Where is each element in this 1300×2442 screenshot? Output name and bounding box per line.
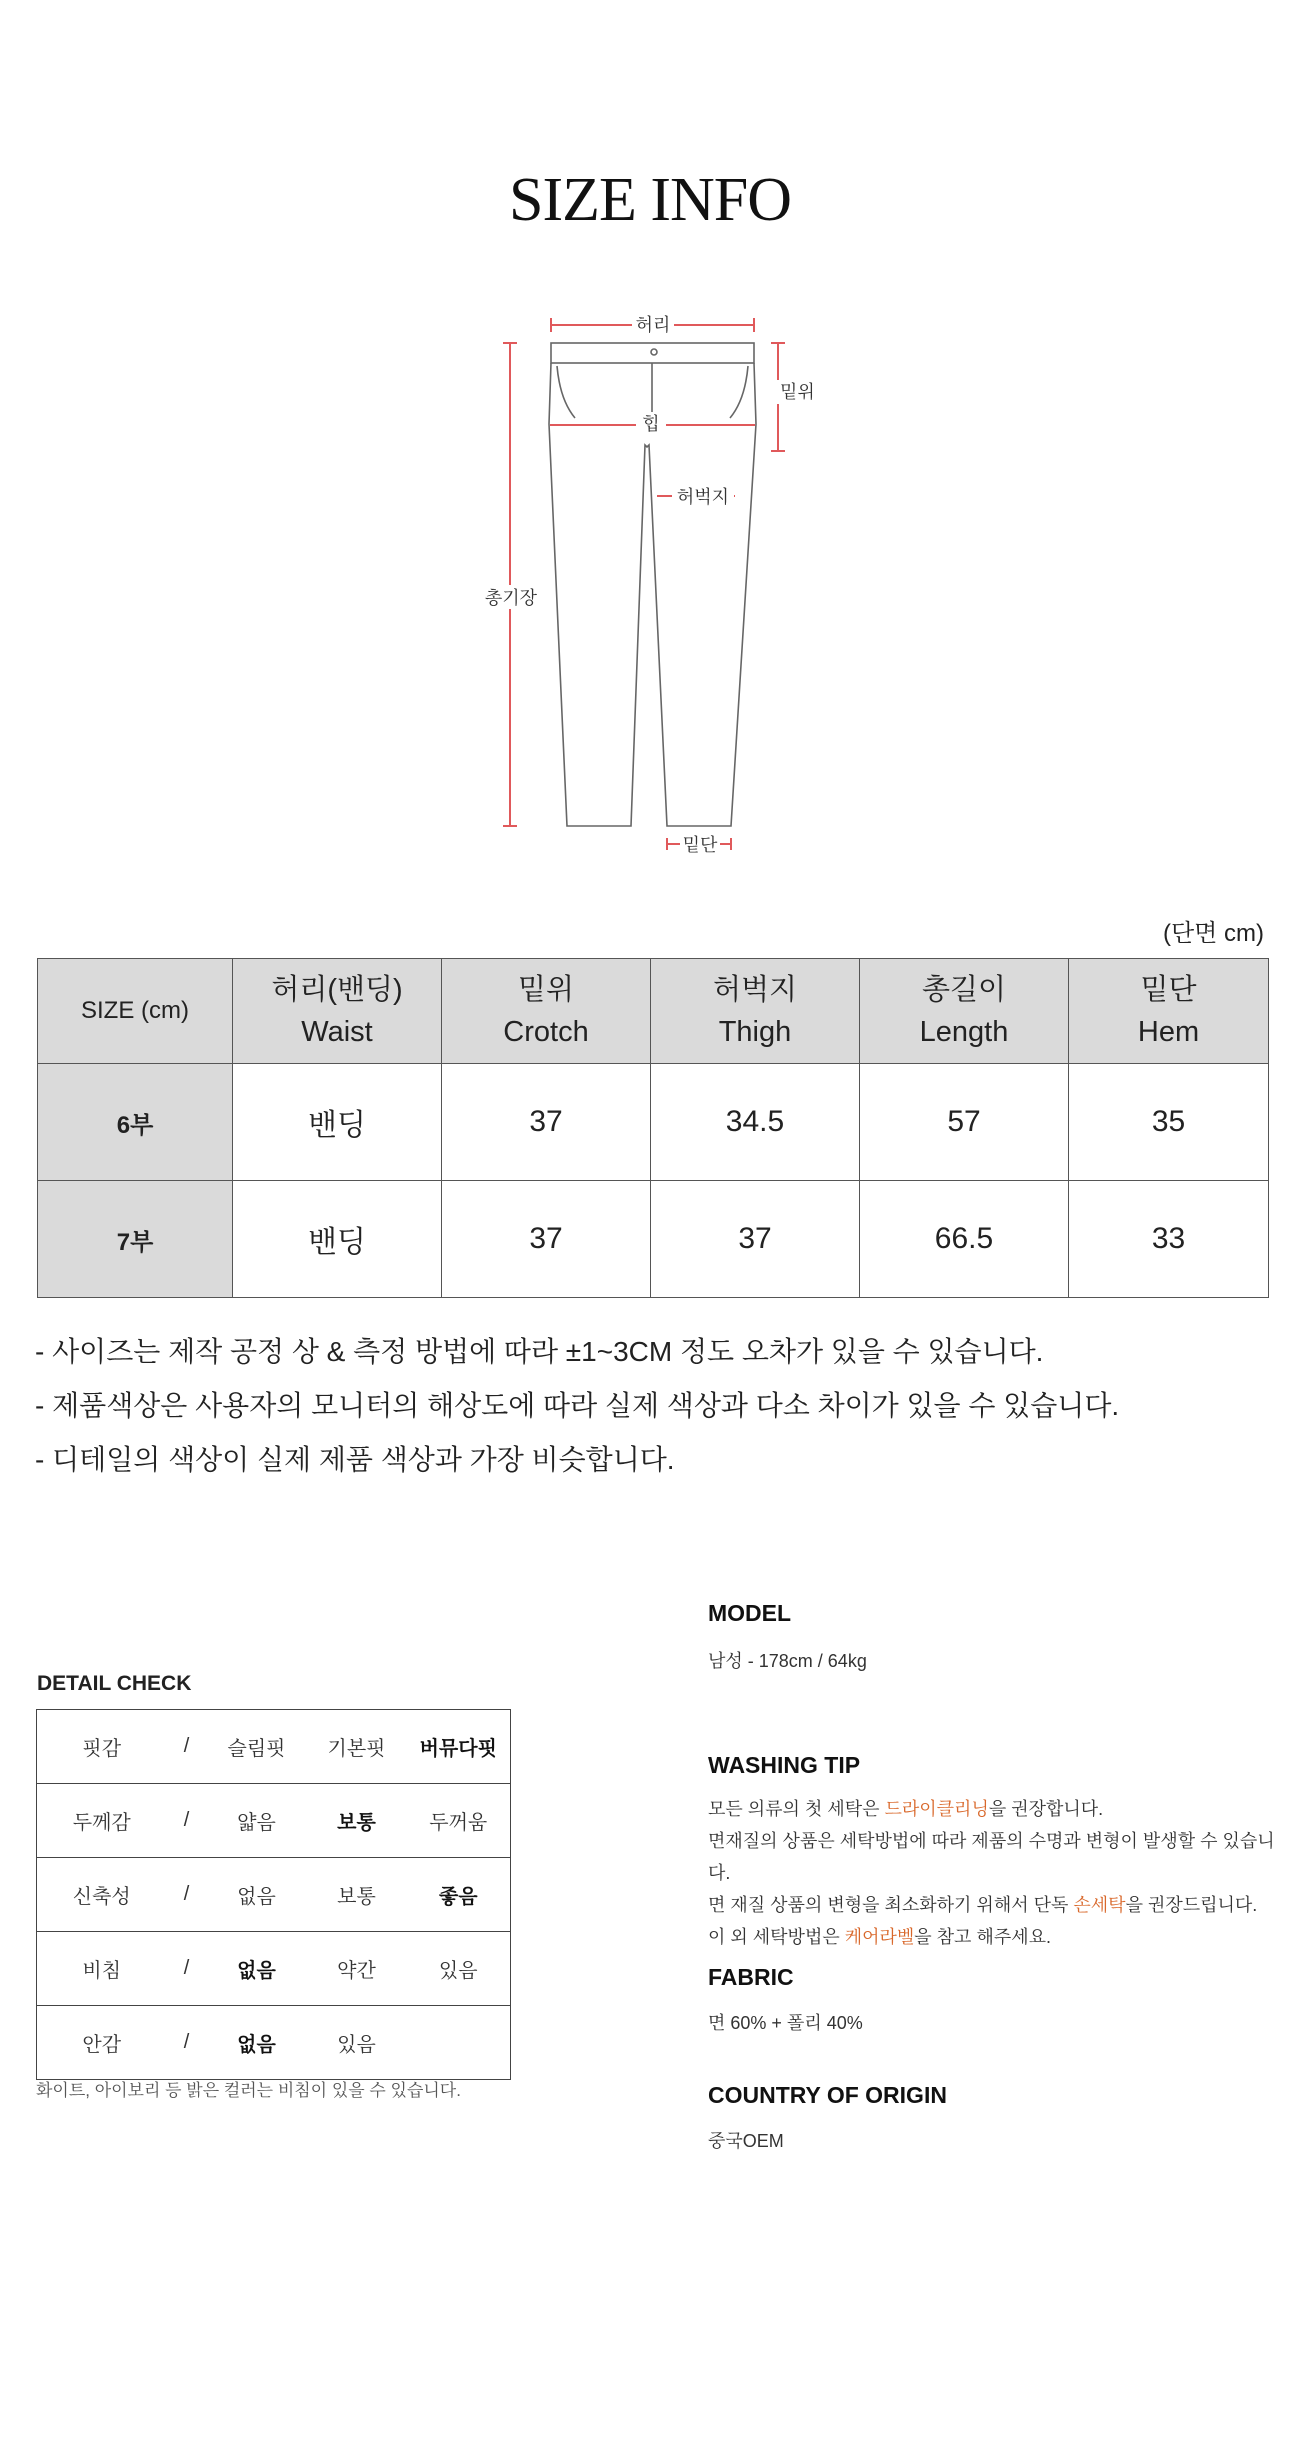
unit-note: (단면 cm) xyxy=(1162,920,1264,947)
cell-thigh: 37 xyxy=(651,1181,860,1298)
cell-thigh: 34.5 xyxy=(651,1064,860,1181)
cell-length: 57 xyxy=(860,1064,1069,1181)
origin-text: 중국OEM xyxy=(708,2131,784,2151)
detail-option: 약간 xyxy=(337,1960,376,1982)
detail-option xyxy=(407,2006,511,2080)
detail-separator: / xyxy=(183,1809,190,1831)
detail-name: 비침 xyxy=(82,1960,122,1982)
cell-crotch: 37 xyxy=(442,1064,651,1181)
detail-option: 얇음 xyxy=(237,1812,276,1834)
label-hip: 힙 xyxy=(642,414,660,434)
detail-row xyxy=(37,1932,511,2006)
table-row xyxy=(38,1181,1269,1298)
label-rise: 밑위 xyxy=(780,382,815,402)
detail-name: 안감 xyxy=(82,2034,122,2056)
detail-option: 없음 xyxy=(237,2034,276,2056)
washing-heading: WASHING TIP xyxy=(708,1752,861,1778)
origin-section xyxy=(708,2082,1278,2157)
cell-crotch: 37 xyxy=(442,1181,651,1298)
pants-measurement-diagram xyxy=(0,0,1300,880)
measure-lines xyxy=(503,318,785,850)
detail-check-title: DETAIL CHECK xyxy=(37,1672,192,1695)
fabric-section xyxy=(708,1964,1278,2039)
waistband xyxy=(551,343,754,363)
origin-heading: COUNTRY OF ORIGIN xyxy=(708,2082,947,2108)
detail-option: 없음 xyxy=(237,1960,276,1982)
page-title: SIZE INFO xyxy=(508,166,792,234)
note-line: - 제품색상은 사용자의 모니터의 해상도에 따라 실제 색상과 다소 차이가 있을 수 있습니다. xyxy=(35,1390,1120,1421)
row-label: 7부 xyxy=(38,1181,233,1298)
washing-section xyxy=(708,1752,1278,1953)
detail-option: 있음 xyxy=(438,1960,478,1982)
detail-check-note: 화이트, 아이보리 등 밝은 컬러는 비침이 있을 수 있습니다. xyxy=(36,2081,461,2100)
cell-hem: 33 xyxy=(1069,1181,1269,1298)
label-waist: 허리 xyxy=(635,315,671,335)
size-table xyxy=(37,958,1269,1298)
note-line: - 사이즈는 제작 공정 상 & 측정 방법에 따라 ±1~3CM 정도 오차가 있을 수 있습니다. xyxy=(35,1336,1044,1367)
washing-line-4: 이 외 세탁방법은 케어라벨을 참고 해주세요. xyxy=(708,1927,1051,1947)
cell-length: 66.5 xyxy=(860,1181,1069,1298)
right-pocket xyxy=(730,366,748,418)
header-waist: 허리(밴딩) Waist xyxy=(233,959,442,1064)
table-row xyxy=(38,1064,1269,1181)
washing-line-3: 면 재질 상품의 변형을 최소화하기 위해서 단독 손세탁을 권장드립니다. xyxy=(708,1895,1258,1915)
detail-option: 좋음 xyxy=(438,1886,478,1908)
detail-separator: / xyxy=(183,1883,190,1905)
header-crotch: 밑위 Crotch xyxy=(442,959,651,1064)
detail-option: 기본핏 xyxy=(327,1738,386,1760)
model-heading: MODEL xyxy=(708,1600,792,1626)
label-length: 총기장 xyxy=(484,588,538,608)
header-size: SIZE (cm) xyxy=(38,959,233,1064)
detail-separator: / xyxy=(183,2031,190,2053)
detail-option: 두꺼움 xyxy=(429,1812,488,1834)
cell-hem: 35 xyxy=(1069,1064,1269,1181)
detail-name: 핏감 xyxy=(82,1738,122,1760)
model-text: 남성 - 178cm / 64kg xyxy=(708,1651,867,1671)
detail-row xyxy=(37,1710,511,1784)
cell-waist: 밴딩 xyxy=(233,1064,442,1181)
detail-row xyxy=(37,1858,511,1932)
detail-option: 없음 xyxy=(237,1886,276,1908)
detail-separator: / xyxy=(183,1957,190,1979)
detail-option: 슬림핏 xyxy=(227,1738,286,1760)
size-table-header xyxy=(38,959,1269,1064)
header-thigh: 허벅지 Thigh xyxy=(651,959,860,1064)
detail-check-table xyxy=(36,1709,511,2080)
label-thigh: 허벅지 xyxy=(676,487,730,507)
row-label: 6부 xyxy=(38,1064,233,1181)
note-line: - 디테일의 색상이 실제 제품 색상과 가장 비슷합니다. xyxy=(35,1444,675,1475)
fabric-heading: FABRIC xyxy=(708,1964,794,1990)
cell-waist: 밴딩 xyxy=(233,1181,442,1298)
detail-option: 있음 xyxy=(337,2034,376,2056)
fabric-text: 면 60% + 폴리 40% xyxy=(708,2013,863,2033)
size-notes xyxy=(35,1325,1119,1487)
button-icon xyxy=(651,349,657,355)
detail-row xyxy=(37,2006,511,2080)
detail-name: 두께감 xyxy=(72,1812,131,1834)
detail-option: 보통 xyxy=(337,1886,376,1908)
left-pocket xyxy=(557,366,575,418)
washing-line-1: 모든 의류의 첫 세탁은 드라이클리닝을 권장합니다. xyxy=(708,1799,1104,1819)
detail-option: 보통 xyxy=(337,1812,376,1834)
detail-row xyxy=(37,1784,511,1858)
detail-option: 버뮤다핏 xyxy=(419,1738,497,1760)
washing-line-2: 면재질의 상품은 세탁방법에 따라 제품의 수명과 변형이 발생할 수 있습니다. xyxy=(708,1831,1275,1883)
detail-separator: / xyxy=(183,1735,190,1757)
header-hem: 밑단 Hem xyxy=(1069,959,1269,1064)
detail-name: 신축성 xyxy=(72,1886,131,1908)
model-section xyxy=(708,1600,1278,1677)
label-hem: 밑단 xyxy=(682,835,718,855)
header-length: 총길이 Length xyxy=(860,959,1069,1064)
